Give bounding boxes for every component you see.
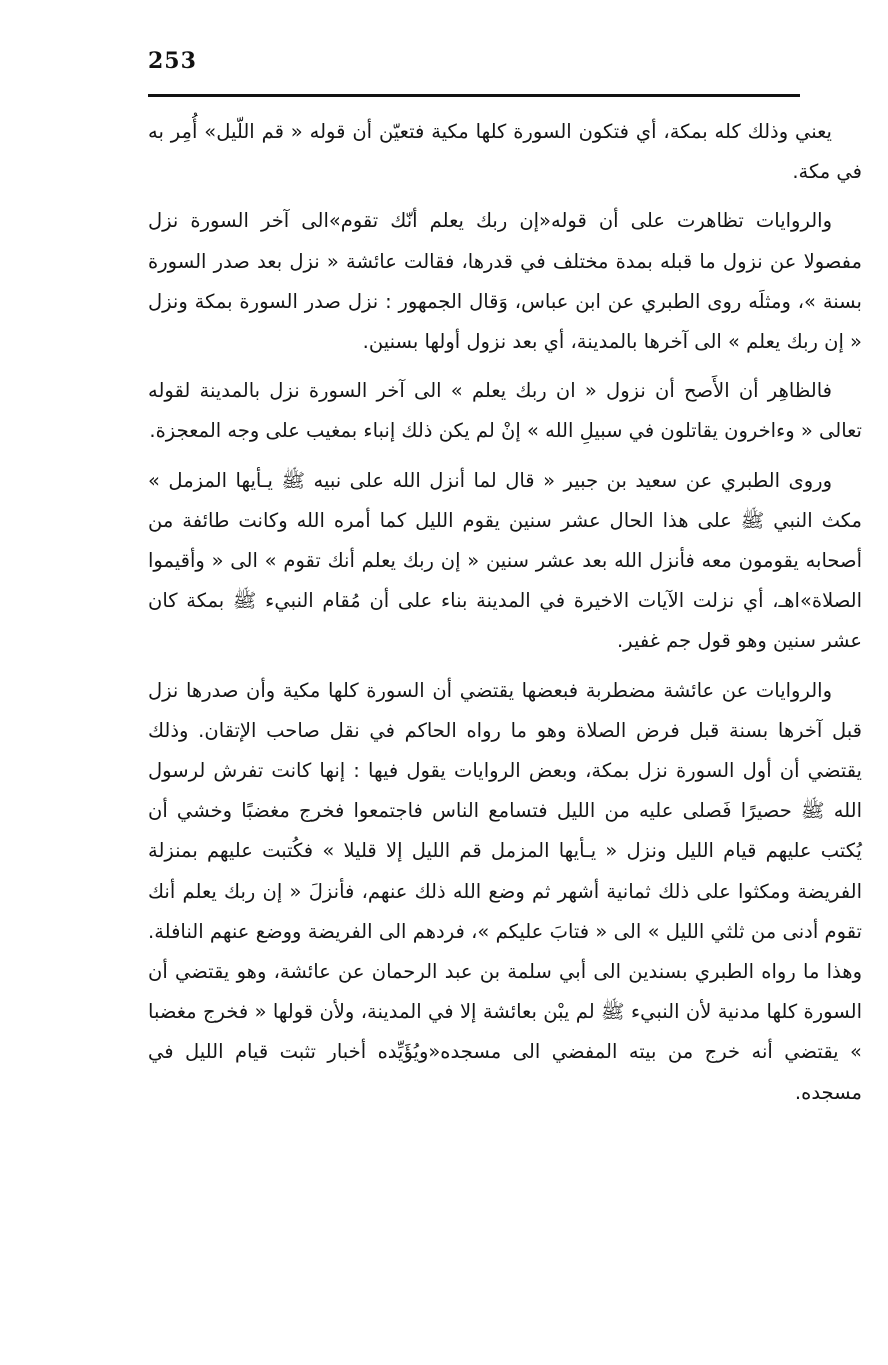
paragraph: والروايات عن عائشة مضطربة فبعضها يقتضي أن السورة كلها مكية وأن صدرها نزل قبل آخرها بسنة قبل فرض الصلاة وهو ما رواه الحاكم في نقل صاحب الإتقان. وذلك يقتضي أن أول السورة نزل بمكة، وبعض الروايات يقول فيها : إنها كانت تفرش لرسول الله ﷺ حصيرًا فَصلى عليه من الليل فتسامع الناس فاجتمعوا فخرج مغضبًا وخشي أن يُكتب عليهم قيام الليل ونزل « يـأيها المزمل قم الليل إلا قليلا » فكُتبت عليهم بمنزلة الفريضة ومكثوا على ذلك ثمانية أشهر ثم وضع الله ذلك عنهم، فأنزلَ « إن ربك يعلم أنك تقوم أدنى من ثلثي الليل » الى « فتابَ عليكم »، فردهم الى الفريضة ووضع عنهم النافلة. وهذا ما رواه الطبري بسندين الى أبي سلمة بن عبد الرحمان عن عائشة، وهو يقتضي أن السورة كلها مدنية لأن النبيء ﷺ لم يبْن بعائشة إلا في المدينة، ولأن قولها « فخرج مغضبا » يقتضي أنه خرج من بيته المفضي الى مسجده«ويُؤَيِّده أخبار تثبت قيام الليل في مسجده. (148, 678, 862, 1104)
paragraph: والروايات تظاهرت على أن قوله«إن ربك يعلم أنّك تقوم»الى آخر السورة نزل مفصولا عن نزول ما قبله بمدة مختلف في قدرها، فقالت عائشة « نزل بعد صدر السورة بسنة »، ومثلَه روى الطبري عن ابن عباس، وَقال الجمهور : نزل صدر السورة بمكة ونزل « إن ربك يعلم » الى آخرها بالمدينة، أي بعد نزول أولها بسنين. (148, 209, 862, 354)
page-number: 253 (148, 48, 197, 74)
body-text (148, 112, 862, 1113)
paragraph: وروى الطبري عن سعيد بن جبير « قال لما أنزل الله على نبيه ﷺ يـأيها المزمل » مكث النبي ﷺ على هذا الحال عشر سنين يقوم الليل كما أمره الله وكانت طائفة من أصحابه يقومون معه فأنزل الله بعد عشر سنين « إن ربك يعلم أنك تقوم » الى « وأقيموا الصلاة»اهـ، أي نزلت الآيات الاخيرة في المدينة بناء على أن مُقام النبيء ﷺ بمكة كان عشر سنين وهو قول جم غفير. (148, 468, 862, 653)
paragraph: فالظاهِر أن الأَصح أن نزول « ان ربك يعلم » الى آخر السورة نزل بالمدينة لقوله تعالى « وءاخرون يقاتلون في سبيلِ الله » إنْ لم يكن ذلك إنباء بمغيب على وجه المعجزة. (148, 379, 862, 443)
header-rule (148, 94, 800, 97)
paragraph: يعني وذلك كله بمكة، أي فتكون السورة كلها مكية فتعيّن أن قوله « قم اللّيل» أُمِر به في مكة. (148, 120, 862, 184)
